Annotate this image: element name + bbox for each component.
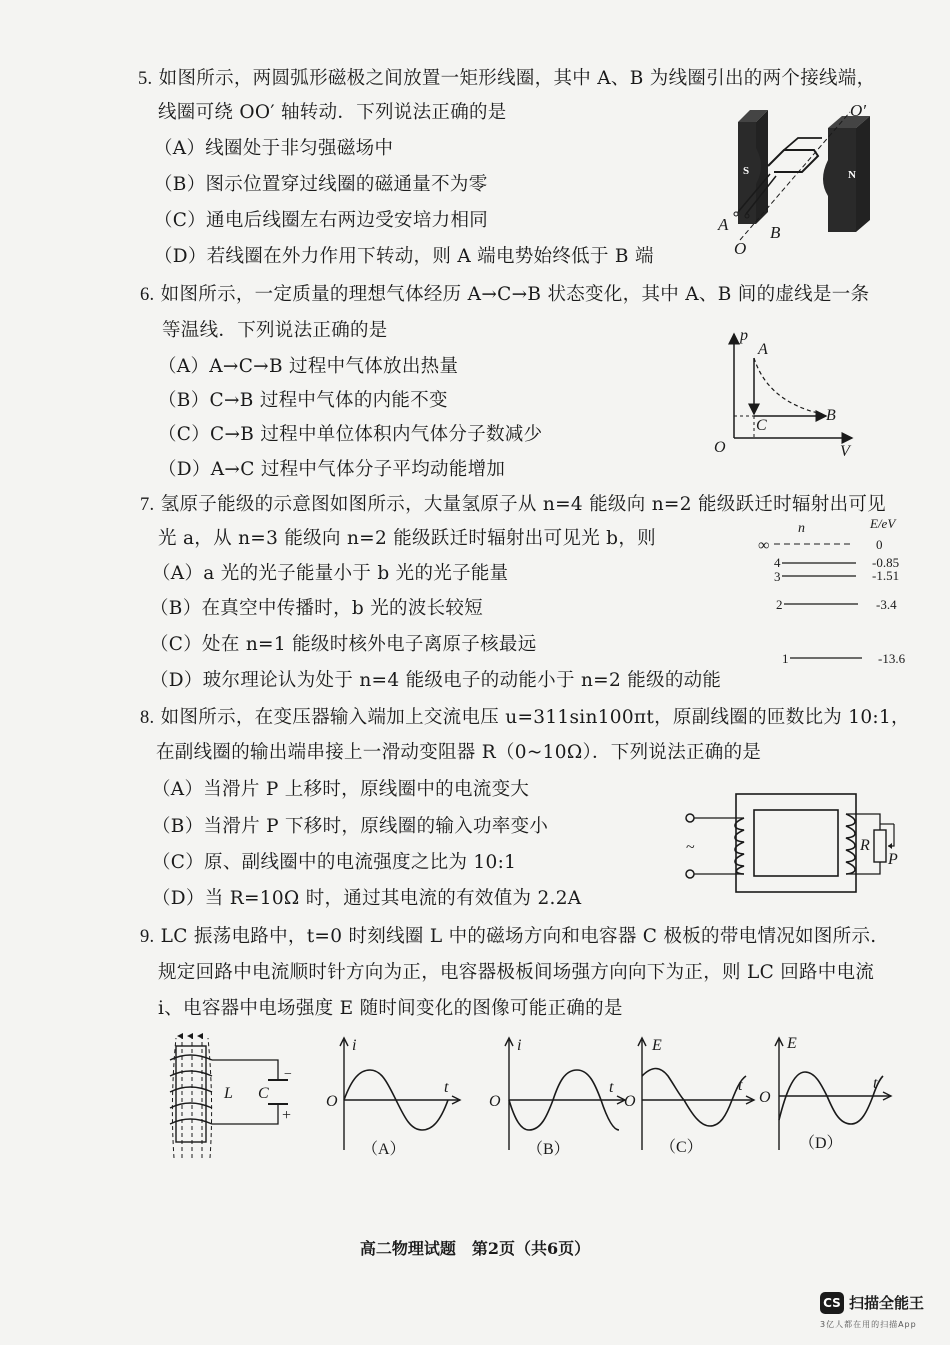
q9-stem-text-1: LC 振荡电路中，t=0 时刻线圈 L 中的磁场方向和电容器 C 极板的带电情况如图所示. <box>160 926 877 947</box>
q8-stem-text-1: 如图所示，在变压器输入端加上交流电压 u=311sin100πt，原副线圈的匝数比为 10:1， <box>160 707 910 728</box>
q7-level-e-1: -13.6 <box>878 651 906 666</box>
q9-graph-c <box>622 1036 762 1166</box>
q7-option-a: （A）a 光的光子能量小于 b 光的光子能量 <box>152 563 509 584</box>
q8-option-c: （C）原、副线圈中的电流强度之比为 10:1 <box>152 852 517 873</box>
q9-graph-c-curve <box>642 1069 746 1127</box>
q9-graph-d-caption: （D） <box>799 1135 843 1152</box>
q8-option-a: （A）当滑片 P 上移时，原线圈中的电流变大 <box>152 779 530 800</box>
q9-graph-a-ylabel: i <box>352 1037 357 1054</box>
q9-graph-a <box>320 1036 470 1166</box>
q9-graph-d-ylabel: E <box>787 1035 797 1052</box>
q6-label-p: p <box>740 327 748 344</box>
q5-label-n: N <box>848 169 856 181</box>
q5-number: 5. <box>138 69 153 89</box>
q7-figure <box>752 516 932 672</box>
q8-ac-symbol: ~ <box>686 839 695 856</box>
q8-label-r: R <box>860 837 870 854</box>
q8-figure <box>680 790 910 900</box>
q9-label-l: L <box>224 1085 233 1102</box>
q6-option-c: （C）C→B 过程中单位体积内气体分子数减少 <box>158 424 543 445</box>
q9-stem-line-3: i、电容器中电场强度 E 随时间变化的图像可能正确的是 <box>158 998 623 1019</box>
q7-level-n-4: 4 <box>774 555 781 570</box>
q7-option-d: （D）玻尔理论认为处于 n=4 能级电子的动能小于 n=2 能级的动能 <box>150 670 722 691</box>
q5-label-o: O <box>734 239 747 258</box>
q5-label-b: B <box>770 223 781 242</box>
q9-graph-b <box>485 1036 635 1166</box>
q6-label-b: B <box>826 407 836 424</box>
q9-label-minus: − <box>284 1067 292 1082</box>
q6-figure <box>710 326 860 458</box>
page-footer: 高二物理试题 第2页（共6页） <box>359 1239 591 1258</box>
q7-level-n-2: 2 <box>776 597 783 612</box>
q9-graph-b-xlabel: t <box>609 1079 614 1096</box>
q7-stem-line-1 <box>140 492 886 518</box>
q9-number: 9. <box>140 927 155 947</box>
q6-number: 6. <box>140 285 155 305</box>
q7-option-b: （B）在真空中传播时，b 光的波长较短 <box>150 598 484 619</box>
q5-label-a: A <box>718 215 729 234</box>
q8-stem-line-1 <box>140 705 910 731</box>
q9-stem-line-1 <box>140 924 876 950</box>
q9-graph-a-caption: （A） <box>362 1141 406 1158</box>
q6-label-v: V <box>840 443 850 460</box>
q9-graph-c-caption: （C） <box>660 1139 703 1156</box>
q9-graph-d-xlabel: t <box>873 1075 878 1092</box>
camscanner-logo-icon: CS <box>820 1292 844 1314</box>
q9-graph-b-ylabel: i <box>517 1037 522 1054</box>
q7-level-n-inf: ∞ <box>758 537 770 554</box>
q5-option-a: （A）线圈处于非匀强磁场中 <box>154 138 394 159</box>
q7-level-e-inf: 0 <box>876 537 883 552</box>
q9-circuit-figure <box>160 1030 300 1165</box>
q9-graph-a-xlabel: t <box>444 1079 449 1096</box>
q9-graph-d-curve <box>779 1072 883 1124</box>
q8-stem-line-2: 在副线圈的输出端串接上一滑动变阻器 R（0~10Ω）．下列说法正确的是 <box>156 742 762 763</box>
q6-label-c: C <box>756 417 767 434</box>
q5-figure <box>710 100 890 260</box>
camscanner-tagline: 3亿人都在用的扫描App <box>820 1320 917 1329</box>
q5-option-d: （D）若线圈在外力作用下转动，则 A 端电势始终低于 B 端 <box>154 246 654 267</box>
q9-label-c: C <box>258 1085 269 1102</box>
q6-stem-text-1: 如图所示，一定质量的理想气体经历 A→C→B 状态变化，其中 A、B 间的虚线是一条 <box>160 284 870 305</box>
q5-option-c: （C）通电后线圈左右两边受安培力相同 <box>154 210 489 231</box>
q9-label-plus: + <box>282 1107 292 1124</box>
q9-graph-c-origin: O <box>624 1093 636 1110</box>
q6-stem-line-1 <box>140 282 869 308</box>
q9-graph-a-origin: O <box>326 1093 338 1110</box>
q5-label-o-prime: O′ <box>850 101 866 120</box>
camscanner-name: 扫描全能王 <box>849 1294 925 1312</box>
q9-graph-b-caption: （B） <box>527 1141 570 1158</box>
q5-stem-line-2: 线圈可绕 OO′ 轴转动．下列说法正确的是 <box>158 102 507 123</box>
q7-level-e-2: -3.4 <box>876 597 897 612</box>
q8-label-p: P <box>888 851 898 868</box>
q7-stem-line-2: 光 a，从 n=3 能级向 n=2 能级跃迁时辐射出可见光 b，则 <box>158 528 656 549</box>
q9-graph-c-ylabel: E <box>652 1037 662 1054</box>
q9-graph-b-origin: O <box>489 1093 501 1110</box>
q6-stem-line-2: 等温线．下列说法正确的是 <box>162 320 388 341</box>
q7-level-e-4: -0.85 <box>872 555 900 570</box>
q9-stem-line-2: 规定回路中电流顺时针方向为正，电容器极板间场强方向向下为正，则 LC 回路中电流 <box>158 962 875 983</box>
q5-stem-line-1 <box>138 66 875 92</box>
q5-option-b: （B）图示位置穿过线圈的磁通量不为零 <box>154 174 488 195</box>
q9-graph-d-origin: O <box>759 1089 771 1106</box>
q6-option-a: （A）A→C→B 过程中气体放出热量 <box>158 356 459 377</box>
q7-stem-text-1: 氢原子能级的示意图如图所示，大量氢原子从 n=4 能级向 n=2 能级跃迁时辐射出可见 <box>160 494 886 515</box>
q7-e-header: E/eV <box>870 516 896 531</box>
q5-label-s: S <box>743 165 750 177</box>
q7-level-n-1: 1 <box>782 651 789 666</box>
q6-option-b: （B）C→B 过程中气体的内能不变 <box>158 390 448 411</box>
q7-level-e-3: -1.51 <box>872 568 900 583</box>
q6-option-d: （D）A→C 过程中气体分子平均动能增加 <box>158 459 506 480</box>
q5-stem-text-1: 如图所示，两圆弧形磁极之间放置一矩形线圈，其中 A、B 为线圈引出的两个接线端， <box>158 68 876 89</box>
q9-graph-d <box>755 1036 905 1166</box>
q6-label-o: O <box>714 439 726 456</box>
q7-number: 7. <box>140 495 155 515</box>
q8-number: 8. <box>140 708 155 728</box>
q8-option-b: （B）当滑片 P 下移时，原线圈的输入功率变小 <box>152 816 549 837</box>
q6-label-a: A <box>758 341 768 358</box>
q9-graph-c-xlabel: t <box>738 1077 743 1094</box>
q7-n-header: n <box>798 521 805 536</box>
q7-option-c: （C）处在 n=1 能级时核外电子离原子核最远 <box>150 634 537 655</box>
q7-level-n-3: 3 <box>774 569 781 584</box>
q8-option-d: （D）当 R=10Ω 时，通过其电流的有效值为 2.2A <box>152 888 582 909</box>
